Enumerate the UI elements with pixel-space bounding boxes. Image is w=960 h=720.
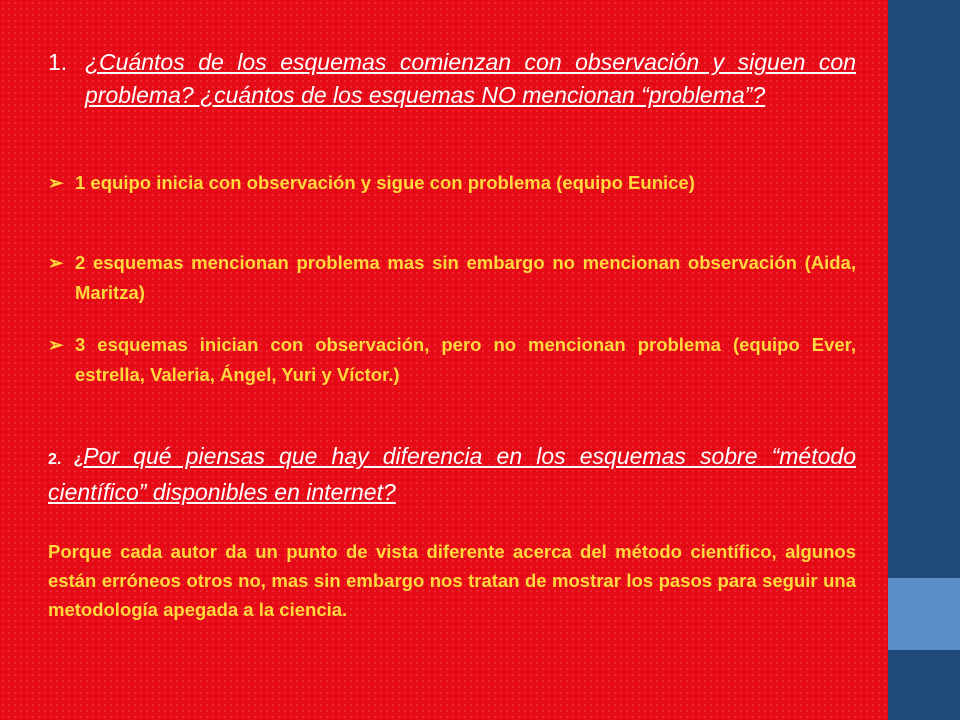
question-1-text: ¿Cuántos de los esquemas comienzan con observación y siguen con problema? ¿cuántos de los esquemas NO mencionan “problema”? — [85, 49, 856, 108]
bullet-text: 3 esquemas inician con observación, pero no mencionan problema (equipo Ever, estrella, Valeria, Ángel, Yuri y Víctor.) — [75, 334, 856, 385]
bullet-text: 2 esquemas mencionan problema mas sin embargo no mencionan observación (Aida, Maritza) — [75, 252, 856, 303]
arrow-bullet-icon: ➢ — [48, 252, 64, 273]
question-2-text: Por qué piensas que hay diferencia en los esquemas sobre “método científico” disponibles en internet? — [48, 443, 856, 505]
sidebar-accent-block — [888, 578, 960, 650]
arrow-bullet-icon: ➢ — [48, 334, 64, 355]
bullet-item-3 — [48, 330, 856, 390]
question-1-number: 1. — [48, 49, 68, 75]
question-1 — [48, 46, 856, 112]
arrow-bullet-icon: ➢ — [48, 172, 64, 193]
question-2-number: 2. ¿ — [48, 451, 84, 468]
question-2 — [48, 440, 856, 509]
bullet-item-2 — [48, 248, 856, 308]
answer-paragraph: Porque cada autor da un punto de vista diferente acerca del método científico, algunos están erróneos otros no, mas sin embargo nos tratan de mostrar los pasos para seguir una metodología apegada a la ciencia. — [48, 541, 856, 620]
bullet-item-1 — [48, 168, 856, 198]
bullet-text: 1 equipo inicia con observación y sigue con problema (equipo Eunice) — [75, 172, 695, 193]
